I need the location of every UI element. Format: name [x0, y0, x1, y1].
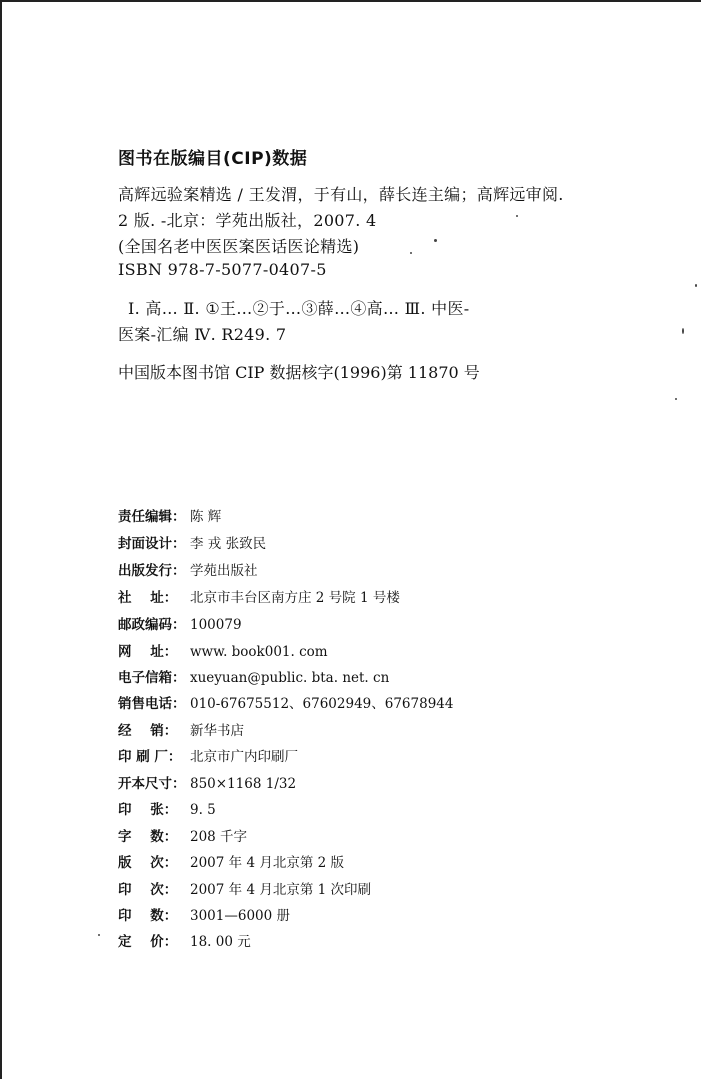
info-value: 李 戎 张致民	[190, 536, 267, 552]
info-row-printer	[118, 745, 298, 765]
info-label: 销售电话：	[118, 696, 186, 712]
info-label: 经 销：	[118, 723, 178, 739]
info-row-printing	[118, 878, 371, 898]
info-label: 印 数：	[118, 908, 178, 924]
cip-heading: 图书在版编目(CIP)数据	[118, 149, 308, 169]
info-row-word-count	[118, 825, 247, 845]
scan-speck	[516, 215, 518, 217]
info-value: xueyuan@public. bta. net. cn	[190, 670, 390, 686]
info-row-sheets	[118, 798, 216, 818]
info-value: 9. 5	[190, 802, 216, 818]
info-label: 出版发行：	[118, 563, 186, 579]
info-row-print-run	[118, 904, 290, 924]
cip-verification-number: 中国版本图书馆 CIP 数据核字(1996)第 11870 号	[118, 363, 480, 382]
cip-line-title: 高辉远验案精选 / 王发渭，于有山，薛长连主编；高辉远审阅.	[118, 185, 564, 204]
info-label: 印 次：	[118, 882, 178, 898]
info-value: 北京市丰台区南方庄 2 号院 1 号楼	[190, 590, 400, 606]
info-label: 社 址：	[118, 590, 178, 606]
scan-speck	[682, 328, 684, 334]
info-row-postcode	[118, 613, 242, 633]
info-value: 850×1168 1/32	[190, 776, 297, 792]
info-row-email	[118, 666, 389, 686]
info-label: 邮政编码：	[118, 617, 186, 633]
info-value: 2007 年 4 月北京第 2 版	[190, 855, 344, 871]
info-row-website	[118, 640, 328, 660]
info-value: 陈 辉	[190, 509, 222, 525]
info-label: 印 张：	[118, 802, 178, 818]
info-value: 010-67675512、67602949、67678944	[190, 696, 454, 712]
info-value: 208 千字	[190, 829, 248, 845]
cip-line-edition: 2 版. -北京：学苑出版社，2007. 4	[118, 211, 377, 230]
info-row-publisher	[118, 559, 258, 579]
info-row-sales-phone	[118, 692, 453, 712]
info-value: 学苑出版社	[190, 563, 258, 579]
info-value: 100079	[190, 617, 242, 633]
info-row-address	[118, 586, 400, 606]
info-value: 2007 年 4 月北京第 1 次印刷	[190, 882, 371, 898]
info-value: 3001—6000 册	[190, 908, 291, 924]
info-row-distributor	[118, 719, 244, 739]
cip-line-isbn: ISBN 978-7-5077-0407-5	[118, 260, 327, 279]
scan-speck	[695, 284, 697, 287]
info-value: 新华书店	[190, 723, 244, 739]
info-value: 北京市广内印刷厂	[190, 749, 298, 765]
info-label: 网 址：	[118, 644, 178, 660]
cip-line-classification-2: 医案-汇编 Ⅳ. R249. 7	[118, 325, 287, 344]
info-value: 18. 00 元	[190, 934, 251, 950]
info-label: 开本尺寸：	[118, 776, 186, 792]
info-row-cover-design	[118, 532, 266, 552]
info-row-price	[118, 930, 251, 950]
info-label: 定 价：	[118, 934, 178, 950]
info-value: www. book001. com	[190, 644, 328, 660]
info-label: 印 刷 厂：	[118, 749, 182, 765]
cip-line-classification-1: Ⅰ. 高… Ⅱ. ①王…②于…③薛…④高… Ⅲ. 中医-	[128, 299, 470, 318]
scan-speck	[434, 239, 437, 242]
info-row-editor	[118, 505, 221, 525]
info-label: 版 次：	[118, 855, 178, 871]
info-label: 责任编辑：	[118, 509, 186, 525]
info-row-edition	[118, 851, 344, 871]
info-label: 字 数：	[118, 829, 178, 845]
scan-speck	[410, 252, 412, 254]
cip-line-series: (全国名老中医医案医话医论精选)	[118, 237, 360, 256]
info-label: 电子信箱：	[118, 670, 186, 686]
info-row-format	[118, 772, 296, 792]
info-label: 封面设计：	[118, 536, 186, 552]
scan-speck	[675, 398, 677, 400]
scan-speck	[98, 934, 100, 936]
